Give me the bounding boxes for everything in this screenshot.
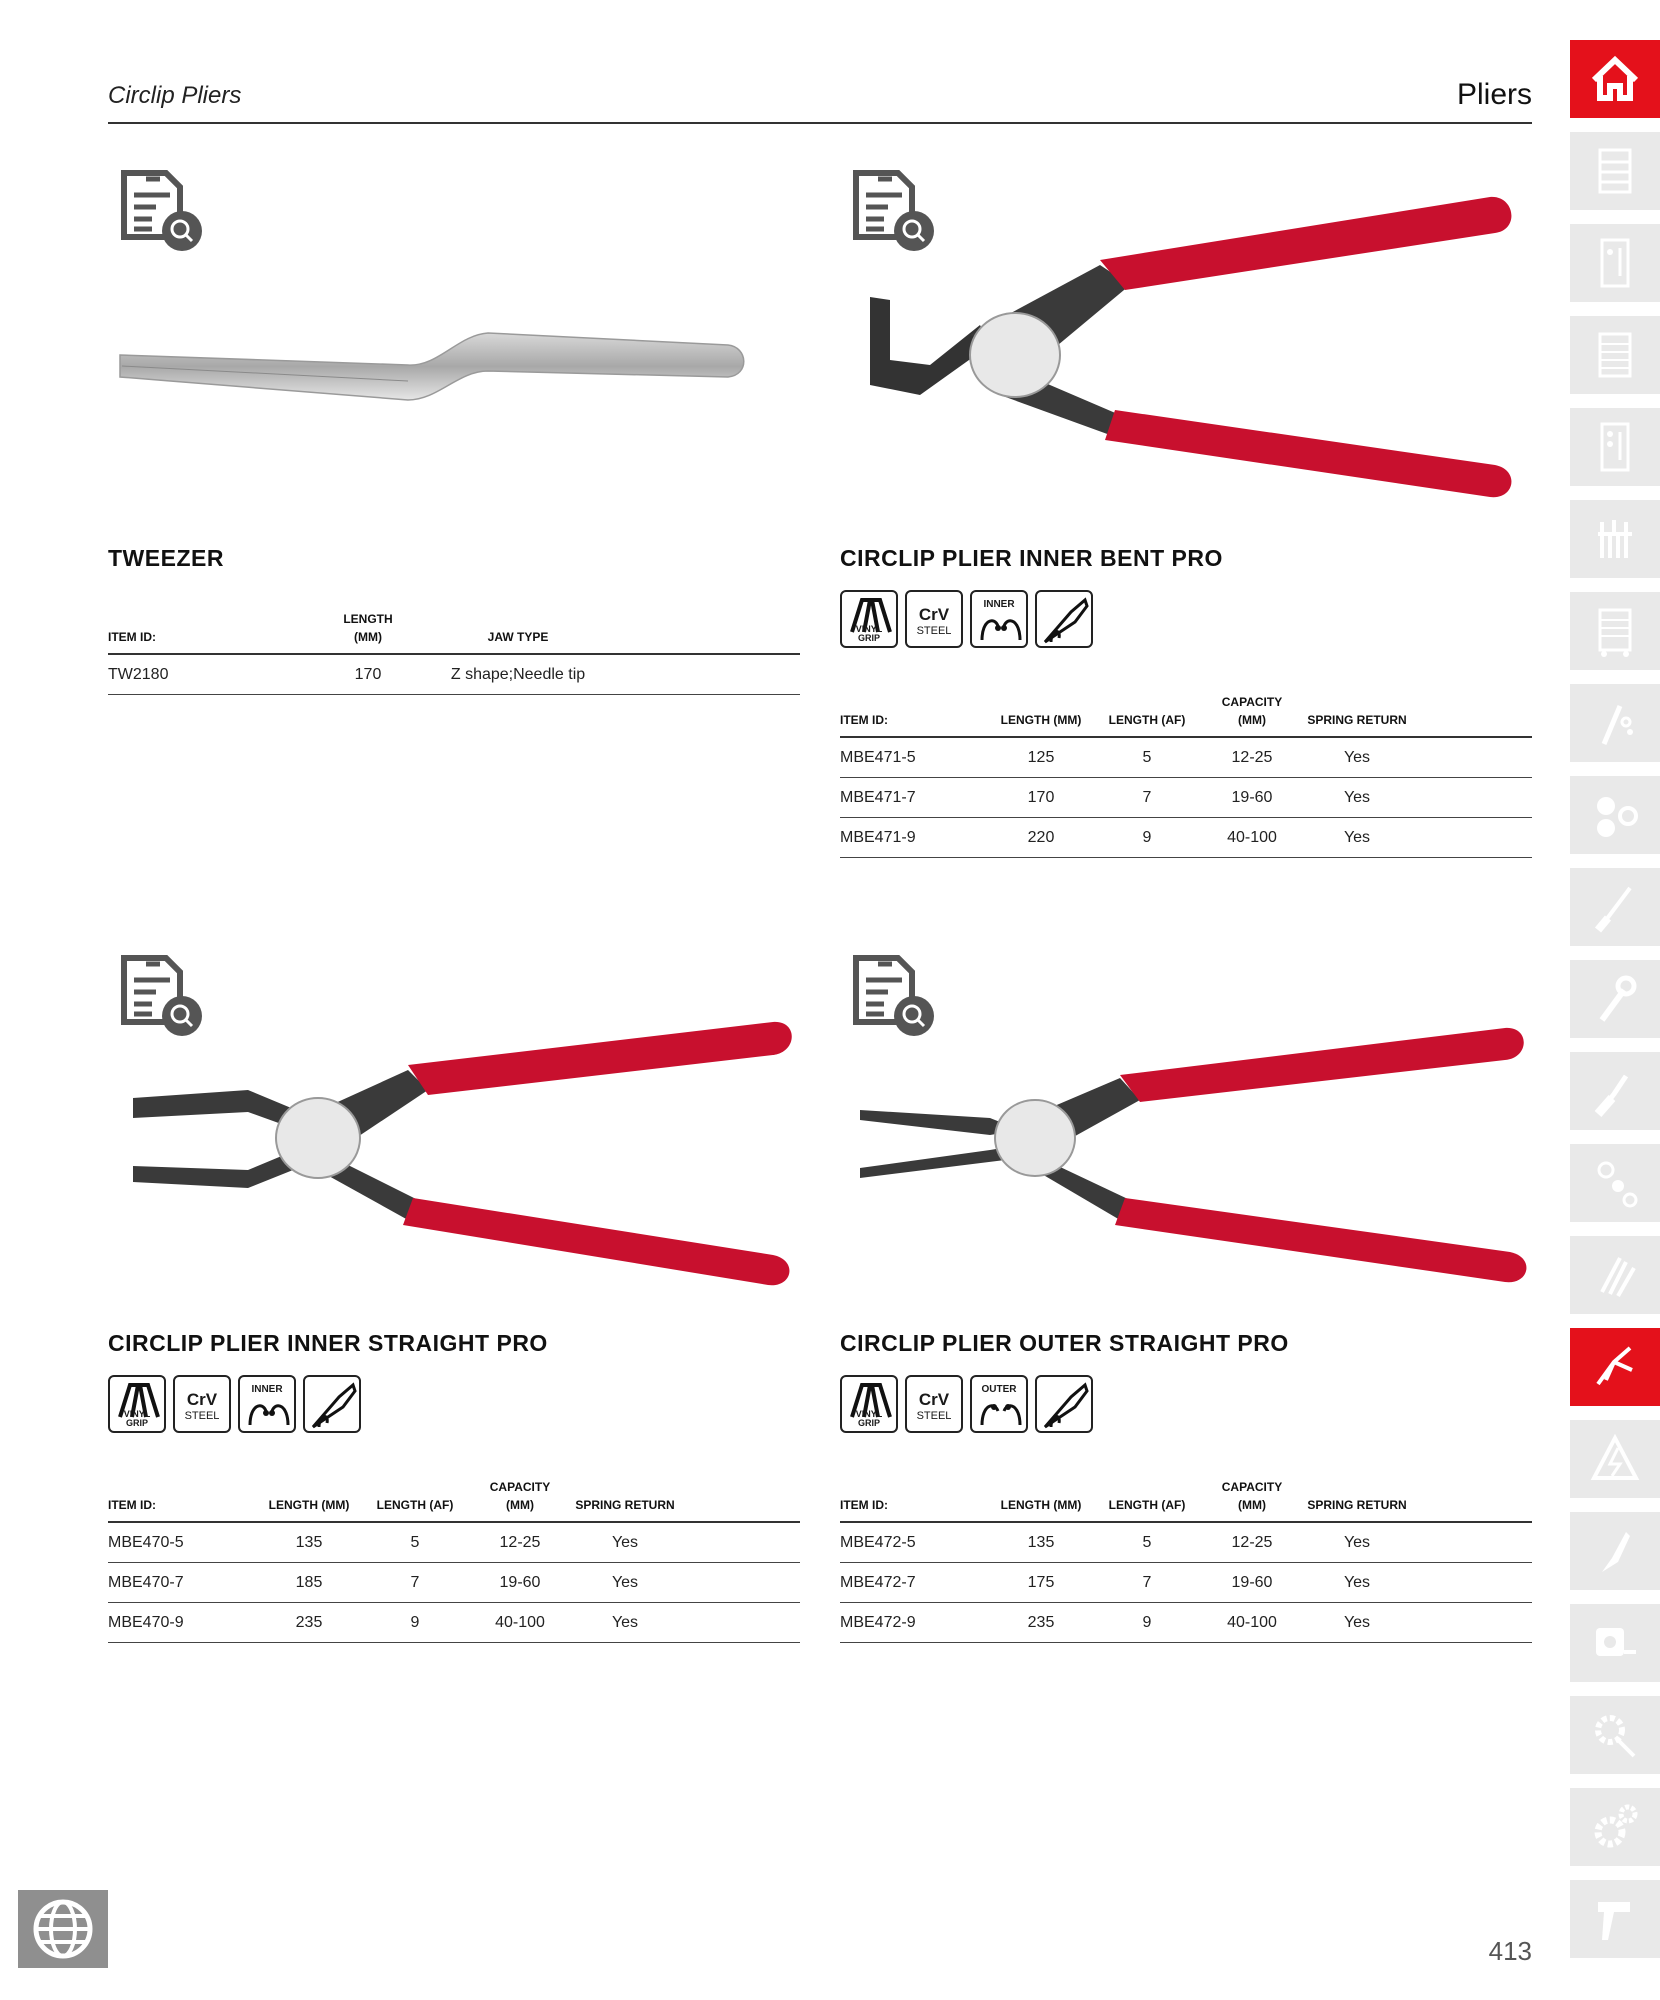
nav-impact[interactable] xyxy=(1570,1144,1660,1222)
impact-icon xyxy=(1590,1156,1640,1210)
nav-sockets[interactable] xyxy=(1570,500,1660,578)
spring-badge xyxy=(1035,590,1093,648)
nav-knife[interactable] xyxy=(1570,1512,1660,1590)
tool-tray-icon xyxy=(1590,236,1640,290)
inner-label: INNER xyxy=(983,599,1015,610)
vinyl-grip-badge xyxy=(840,1375,898,1433)
crv-steel-badge xyxy=(905,1375,963,1433)
roller-cabinet-icon xyxy=(1590,604,1640,658)
multi-tool-icon xyxy=(1590,1248,1640,1302)
grip-label: GRIP xyxy=(857,633,880,643)
col-length-mm: LENGTH (MM) xyxy=(268,1478,350,1522)
hex-key-icon xyxy=(1590,1064,1640,1118)
col-length-af: LENGTH (AF) xyxy=(1082,1478,1212,1522)
feature-badges xyxy=(840,590,1093,648)
col-capacity: CAPACITY (MM) xyxy=(1212,693,1292,737)
website-link[interactable] xyxy=(18,1890,108,1968)
table-row xyxy=(108,654,800,695)
nav-hex-key[interactable] xyxy=(1570,1052,1660,1130)
cell-item-id: TW2180 xyxy=(108,654,333,695)
nav-pliers[interactable] xyxy=(1570,1328,1660,1406)
nav-wrench[interactable] xyxy=(1570,960,1660,1038)
col-length-mm: LENGTH (MM) xyxy=(1000,1478,1082,1522)
spec-table xyxy=(840,1478,1532,1643)
spec-table xyxy=(108,610,800,695)
crv-steel-badge xyxy=(905,590,963,648)
product-name: TWEEZER xyxy=(108,545,224,571)
table-row: MBE470-7 185 7 19-60 Yes xyxy=(108,1563,800,1603)
crv-label: CrV xyxy=(918,605,950,624)
measuring-icon xyxy=(1590,1616,1640,1670)
inner-badge xyxy=(970,590,1028,648)
automotive-icon xyxy=(1590,1708,1640,1762)
steel-label: STEEL xyxy=(916,1410,952,1422)
grip-label: GRIP xyxy=(125,1418,148,1428)
col-capacity: CAPACITY (MM) xyxy=(480,1478,560,1522)
steel-label: STEEL xyxy=(184,1410,220,1422)
steel-label: STEEL xyxy=(916,625,952,637)
plier-image xyxy=(840,185,1532,515)
vinyl-label: VINYL xyxy=(855,624,883,634)
vinyl-grip-badge xyxy=(108,1375,166,1433)
tool-set-icon xyxy=(1590,420,1640,474)
nav-roller-cabinet[interactable] xyxy=(1570,592,1660,670)
vinyl-label: VINYL xyxy=(855,1409,883,1419)
inner-badge xyxy=(238,1375,296,1433)
col-spring-return: SPRING RETURN xyxy=(560,1478,690,1522)
globe-icon xyxy=(18,1890,108,1968)
knife-icon xyxy=(1590,1524,1640,1578)
wrench-icon xyxy=(1590,972,1640,1026)
category-title: Pliers xyxy=(1456,78,1532,111)
col-item-id: ITEM ID: xyxy=(840,1478,1000,1522)
tweezer-image xyxy=(108,185,800,515)
col-jaw-type: JAW TYPE xyxy=(403,610,633,654)
col-spring-return: SPRING RETURN xyxy=(1292,1478,1422,1522)
vinyl-grip-badge xyxy=(840,590,898,648)
crv-label: CrV xyxy=(918,1390,950,1409)
nav-tool-chest[interactable] xyxy=(1570,316,1660,394)
grip-label: GRIP xyxy=(857,1418,880,1428)
sockets-icon xyxy=(1590,512,1640,566)
nav-torque[interactable] xyxy=(1570,684,1660,762)
col-item-id: ITEM ID: xyxy=(840,693,1000,737)
product-name: CIRCLIP PLIER OUTER STRAIGHT PRO xyxy=(840,1330,1289,1356)
cell-jaw-type: Z shape;Needle tip xyxy=(403,654,633,695)
inner-label: INNER xyxy=(251,1384,283,1395)
table-row: MBE471-5 125 5 12-25 Yes xyxy=(840,737,1532,778)
table-row: MBE471-7 170 7 19-60 Yes xyxy=(840,778,1532,818)
table-row: MBE472-9 235 9 40-100 Yes xyxy=(840,1603,1532,1643)
nav-electrical[interactable] xyxy=(1570,1420,1660,1498)
drill-icon xyxy=(1590,1892,1640,1946)
product-name: CIRCLIP PLIER INNER STRAIGHT PRO xyxy=(108,1330,548,1356)
crv-label: CrV xyxy=(186,1390,218,1409)
screwdriver-icon xyxy=(1590,880,1640,934)
pliers-icon xyxy=(1590,1340,1640,1394)
table-row: MBE472-5 135 5 12-25 Yes xyxy=(840,1522,1532,1563)
page-number: 413 xyxy=(1488,1936,1532,1966)
col-length-af: LENGTH (AF) xyxy=(1082,693,1212,737)
table-row: MBE472-7 175 7 19-60 Yes xyxy=(840,1563,1532,1603)
gear-icon xyxy=(1590,1800,1640,1854)
nav-automotive[interactable] xyxy=(1570,1696,1660,1774)
nav-bits[interactable] xyxy=(1570,776,1660,854)
nav-measuring[interactable] xyxy=(1570,1604,1660,1682)
tool-cabinet-icon xyxy=(1590,144,1640,198)
outer-label: OUTER xyxy=(981,1384,1017,1395)
col-empty xyxy=(633,610,800,654)
nav-multi-tool[interactable] xyxy=(1570,1236,1660,1314)
feature-badges xyxy=(840,1375,1093,1433)
col-spring-return: SPRING RETURN xyxy=(1292,693,1422,737)
spring-badge xyxy=(1035,1375,1093,1433)
col-length-mm: LENGTH (MM) xyxy=(1000,693,1082,737)
nav-home[interactable] xyxy=(1570,40,1660,118)
spring-badge xyxy=(303,1375,361,1433)
plier-image xyxy=(840,970,1532,1300)
nav-gear[interactable] xyxy=(1570,1788,1660,1866)
col-item-id: ITEM ID: xyxy=(108,1478,268,1522)
torque-icon xyxy=(1590,696,1640,750)
tool-chest-icon xyxy=(1590,328,1640,382)
col-length-af: LENGTH (AF) xyxy=(350,1478,480,1522)
plier-image xyxy=(108,970,800,1300)
col-capacity: CAPACITY (MM) xyxy=(1212,1478,1292,1522)
bits-icon xyxy=(1590,788,1640,842)
nav-tool-tray[interactable] xyxy=(1570,224,1660,302)
feature-badges xyxy=(108,1375,361,1433)
nav-screwdriver[interactable] xyxy=(1570,868,1660,946)
outer-badge xyxy=(970,1375,1028,1433)
nav-tool-set[interactable] xyxy=(1570,408,1660,486)
nav-drill[interactable] xyxy=(1570,1880,1660,1958)
product-name: CIRCLIP PLIER INNER BENT PRO xyxy=(840,545,1223,571)
table-row: MBE470-9 235 9 40-100 Yes xyxy=(108,1603,800,1643)
table-row: MBE471-9 220 9 40-100 Yes xyxy=(840,818,1532,858)
crv-steel-badge xyxy=(173,1375,231,1433)
col-item-id: ITEM ID: xyxy=(108,610,333,654)
home-icon xyxy=(1590,52,1640,106)
electrical-icon xyxy=(1590,1432,1640,1486)
spec-table xyxy=(840,693,1532,858)
table-row: MBE470-5 135 5 12-25 Yes xyxy=(108,1522,800,1563)
cell-length: 170 xyxy=(333,654,403,695)
nav-tool-cabinet[interactable] xyxy=(1570,132,1660,210)
col-length-mm: LENGTH (MM) xyxy=(333,610,403,654)
vinyl-label: VINYL xyxy=(123,1409,151,1419)
spec-table xyxy=(108,1478,800,1643)
section-title: Circlip Pliers xyxy=(108,82,242,109)
header-divider xyxy=(108,122,1532,124)
